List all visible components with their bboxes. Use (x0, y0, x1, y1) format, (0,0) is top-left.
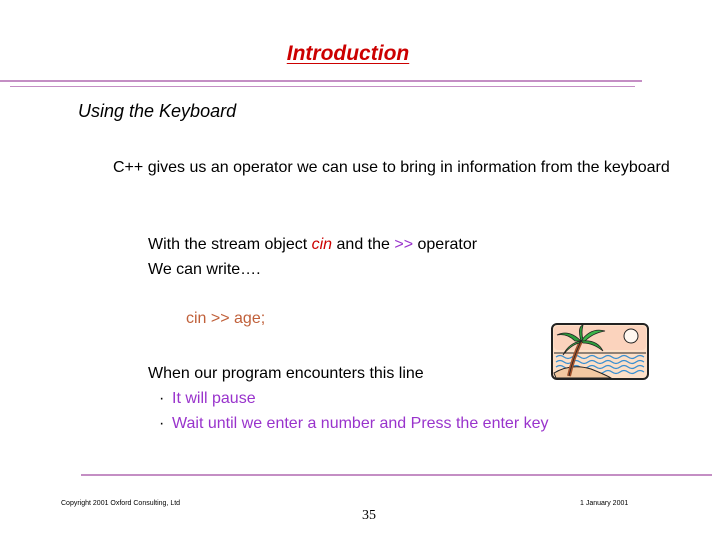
bullet-item-wait (148, 411, 548, 436)
program-behavior-paragraph (148, 361, 548, 436)
cin-keyword: cin (311, 236, 333, 253)
stream-object-paragraph (148, 232, 477, 282)
bullet-text: It will pause (172, 390, 256, 407)
date-text: 1 January 2001 (580, 500, 629, 507)
page-number: 35 (362, 508, 376, 523)
stream-line-end: operator (413, 236, 478, 253)
bullet-dot: · (159, 415, 165, 432)
title-rule-upper (0, 80, 642, 82)
footer-rule (81, 474, 712, 476)
bullet-dot: · (159, 390, 165, 407)
bullet-text: Wait until we enter a number and Press the enter key (172, 415, 549, 432)
we-can-write-line: We can write…. (148, 261, 261, 278)
slide-title: Introduction (286, 42, 410, 65)
title-rule-lower (10, 86, 635, 87)
stream-line-start: With the stream object (148, 236, 312, 253)
encounter-line: When our program encounters this line (148, 365, 424, 382)
bullet-item-pause (148, 386, 548, 411)
stream-object-line (148, 232, 477, 257)
slide-subtitle: Using the Keyboard (78, 101, 237, 121)
beach-palm-tree-clipart (551, 323, 649, 380)
code-example: cin >> age; (186, 310, 266, 327)
extraction-operator: >> (394, 236, 414, 253)
copyright-text: Copyright 2001 Oxford Consulting, Ltd (61, 500, 181, 507)
intro-paragraph: C++ gives us an operator we can use to bring in information from the keyboard (113, 159, 670, 176)
stream-line-mid: and the (332, 236, 395, 253)
